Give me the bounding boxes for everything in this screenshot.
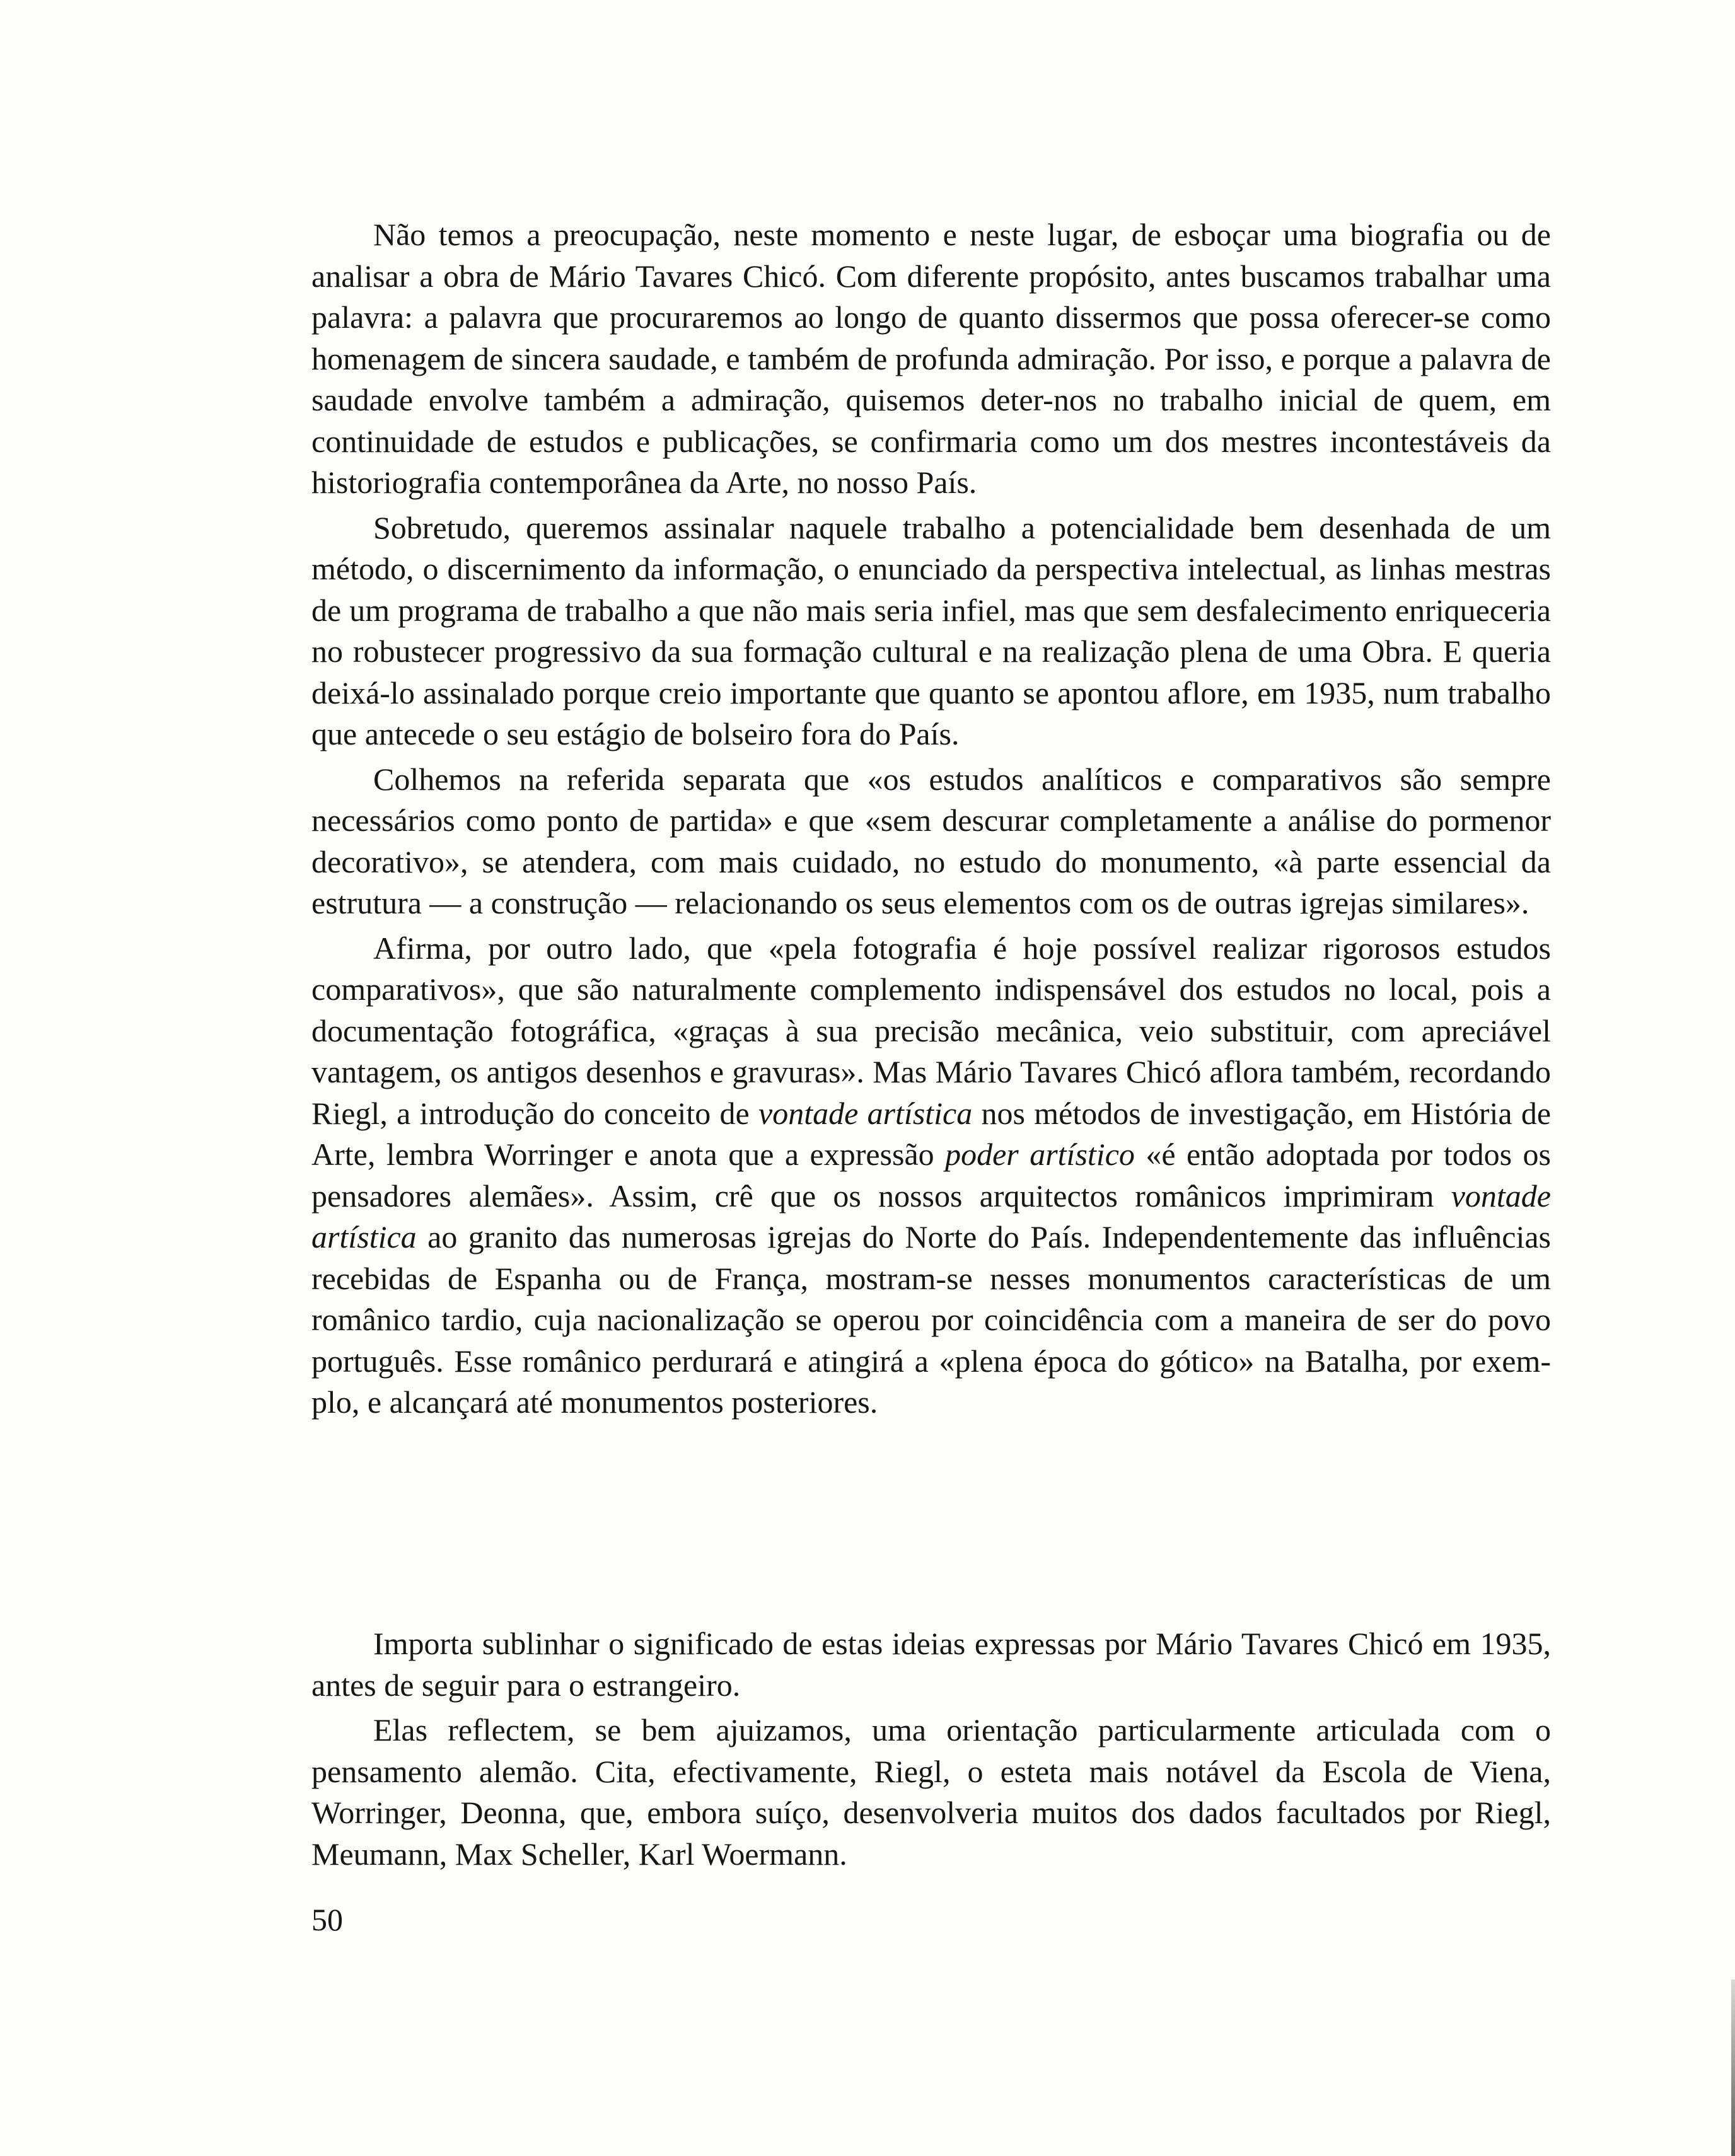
paragraph-text: ao granito das numerosas igrejas do Norte do País. Independentemente das influências recebidas de Espanha ou de França, mostram-se nesses monumentos características de um românico tardio, cuja nacionalização se operou por coincidência com a maneira de ser do povo português. Esse românico perdurará e atingirá a «plena época do gótico» na Batalha, por exemplo, e alcançará até monumentos posteriores. — [311, 1219, 1551, 1420]
paragraph-text: «é então adoptada por todos os pensadores alemães». Assim, crê que os nossos arquitectos românicos imprimiram — [311, 1137, 1551, 1214]
body-text-lower — [311, 1623, 1551, 1879]
italic-text: vontade artística — [311, 1178, 1551, 1255]
paragraph-text: nos métodos de investigação, em História de Arte, lembra Worringer e anota que a expressão — [311, 1095, 1552, 1172]
paragraph — [311, 214, 1551, 504]
scan-edge-shadow — [1731, 1979, 1735, 2156]
paragraph — [311, 759, 1551, 924]
paragraph-text: Elas reflectem, se bem ajuizamos, uma orientação particularmente articulada com o pensamento alemão. Cita, efectivamente, Riegl, o esteta mais notável da Escola de Viena, Worringer, Deonna, que, embora suíço, desenvolveria muitos dos dados facultados por Riegl, Meumann, Max Scheller, Karl Woermann. — [311, 1712, 1551, 1872]
italic-text: poder artístico — [945, 1137, 1135, 1172]
paragraph — [311, 1710, 1551, 1875]
paragraph — [311, 928, 1551, 1423]
page-number: 50 — [311, 1902, 343, 1937]
paragraph-text: Sobretudo, queremos assinalar naquele trabalho a potencialidade bem desenhada de um método, o discernimento da informação, o enunciado da perspectiva intelectual, as linhas mestras de um programa de trabalho a que não mais seria infiel, mas que sem desfalecimento enriqueceria no robustecer progressivo da sua formação cultural e na realização plena de uma Obra. E queria deixá-lo assinalado porque creio importante que quanto se apontou aflore, em 1935, num trabalho que antecede o seu estágio de bolseiro fora do País. — [311, 509, 1551, 751]
body-text-upper — [311, 214, 1551, 1427]
paragraph-text: Importa sublinhar o significado de estas ideias expressas por Mário Tavares Chicó em 1935, antes de seguir para o estrangeiro. — [311, 1626, 1551, 1703]
paragraph-text: Afirma, por outro lado, que «pela fotografia é hoje possível realizar rigorosos estudos comparativos», que são naturalmente complemento indispensável dos estudos no local, pois a documentação fotográfica, «graças à sua precisão mecânica, veio substituir, com apreciável vantagem, os antigos desenhos e gravuras». Mas Mário Tavares Chicó aflora também, recordando Riegl, a introdução do conceito de — [311, 930, 1551, 1131]
paragraph-text: Colhemos na referida separata que «os estudos analíticos e comparativos são sempre necessários como ponto de partida» e que «sem descurar completamente a análise do pormenor decorativo», se atendera, com mais cuidado, no estudo do monumento, «à parte essencial da estrutura — a construção — relacionando os seus elementos com os de outras igrejas similares». — [311, 761, 1551, 920]
paragraph-text: Não temos a preocupação, neste momento e neste lugar, de esboçar uma biografia ou de analisar a obra de Mário Tavares Chicó. Com diferente propósito, antes buscamos trabalhar uma palavra: a palavra que procuraremos ao longo de quanto dissermos que possa oferecer-se como homenagem de sincera saudade, e também de profunda admiração. Por isso, e porque a palavra de saudade envolve também a admiração, quisemos deter-nos no trabalho inicial de quem, em continuidade de estudos e publicações, se confirmaria como um dos mestres incontestáveis da historiografia contemporânea da Arte, no nosso País. — [311, 217, 1551, 500]
paragraph — [311, 1623, 1551, 1706]
paragraph — [311, 507, 1551, 755]
italic-text: vontade artística — [758, 1095, 973, 1131]
